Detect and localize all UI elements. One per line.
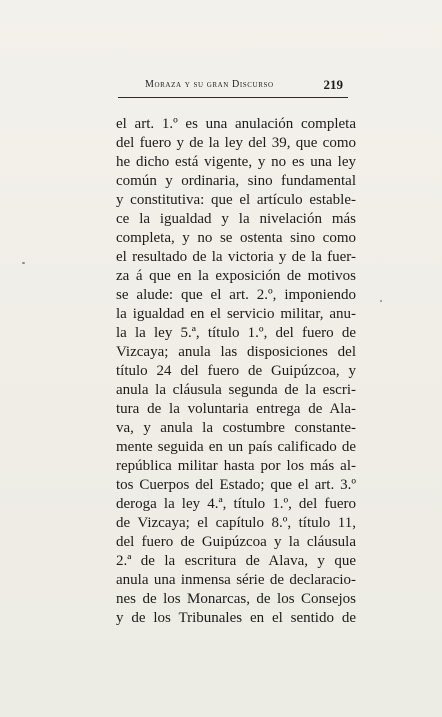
body-text bbox=[116, 115, 356, 628]
text-line: del fuero y de la ley del 39, que como bbox=[116, 135, 356, 151]
text-line: nes de los Monarcas, de los Consejos bbox=[116, 591, 356, 607]
text-line: el art. 1.º es una anulación completa bbox=[116, 116, 356, 132]
text-line: título 24 del fuero de Guipúzcoa, y bbox=[116, 363, 356, 379]
text-line: deroga la ley 4.ª, título 1.º, del fuero bbox=[116, 496, 356, 512]
paper-speck bbox=[380, 300, 382, 302]
text-line: y constitutiva: que el artículo estable- bbox=[116, 192, 356, 208]
text-line: tura de la voluntaria entrega de Ala- bbox=[116, 401, 356, 417]
text-line: va, y anula la costumbre constante- bbox=[116, 420, 356, 436]
running-head bbox=[145, 77, 345, 91]
text-line: la igualdad en el servicio militar, anu- bbox=[116, 306, 356, 322]
text-line: he dicho está vigente, y no es una ley bbox=[116, 154, 356, 170]
text-line: 2.ª de la escritura de Alava, y que bbox=[116, 553, 356, 569]
text-line: se alude: que el art. 2.º, imponiendo bbox=[116, 287, 356, 303]
text-line: el resultado de la victoria y de la fuer- bbox=[116, 249, 356, 265]
text-line: república militar hasta por los más al- bbox=[116, 458, 356, 474]
text-line: ce la igualdad y la nivelación más bbox=[116, 211, 356, 227]
text-line: la la ley 5.ª, título 1.º, del fuero de bbox=[116, 325, 356, 341]
text-line: de Vizcaya; el capítulo 8.º, título 11, bbox=[116, 515, 356, 531]
text-line: anula la cláusula segunda de la escri- bbox=[116, 382, 356, 398]
text-line: Vizcaya; anula las disposiciones del bbox=[116, 344, 356, 360]
text-line: tos Cuerpos del Estado; que el art. 3.º bbox=[116, 477, 356, 493]
paper-speck bbox=[22, 262, 25, 264]
text-line: anula una inmensa série de declaracio- bbox=[116, 572, 356, 588]
text-line: del fuero de Guipúzcoa y la cláusula bbox=[116, 534, 356, 550]
running-title: Moraza y su gran Discurso bbox=[145, 79, 274, 90]
text-line: mente seguida en un país calificado de bbox=[116, 439, 356, 455]
text-line: completa, y no se ostenta sino como bbox=[116, 230, 356, 246]
text-line: común y ordinaria, sino fundamental bbox=[116, 173, 356, 189]
text-line: y de los Tribunales en el sentido de bbox=[116, 610, 356, 626]
header-rule bbox=[118, 97, 348, 98]
text-line: za á que en la exposición de motivos bbox=[116, 268, 356, 284]
page-number: 219 bbox=[323, 77, 343, 92]
